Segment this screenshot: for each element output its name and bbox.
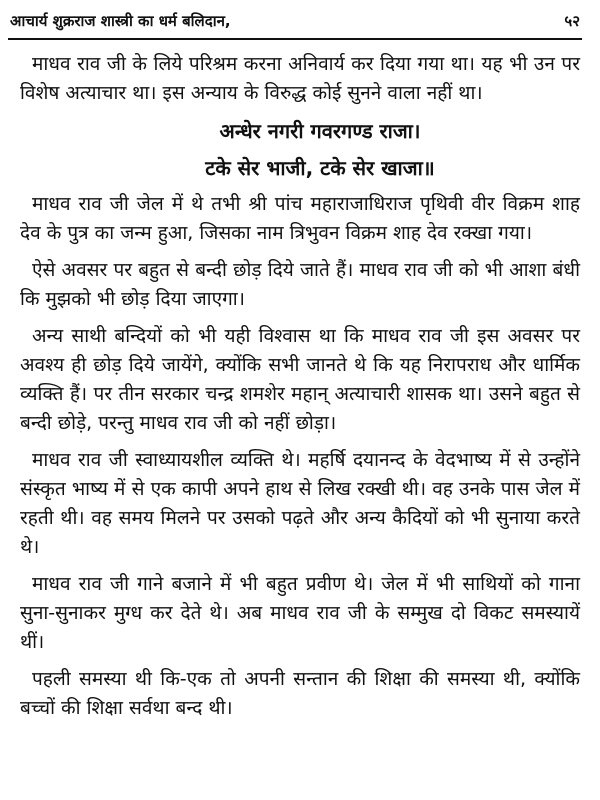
verse-line-1: अन्धेर नगरी गवरगण्ड राजा।	[219, 119, 421, 143]
paragraph-5: माधव राव जी स्वाध्यायशील व्यक्ति थे। महर्षि दयानन्द के वेदभाष्य में से उन्होंने संस्कृत भाष्य में से एक कापी अपने हाथ से लिख रक्खी थी। वह उनके पास जेल में रहती थी। वह समय मिलने पर उसको पढ़ते और अन्य कैदियों को भी सुनाया करते थे।	[20, 449, 580, 558]
verse-line-2: टके सेर भाजी, टके सेर खाजा॥	[205, 156, 435, 180]
paragraph-7: पहली समस्या थी कि-एक तो अपनी सन्तान की शिक्षा की समस्या थी, क्योंकि बच्चों की शिक्षा सर्वथा बन्द थी।	[20, 668, 580, 719]
running-header	[10, 6, 580, 36]
page-body	[20, 50, 580, 731]
header-title: आचार्य शुक्रराज शास्त्री का धर्म बलिदान,	[10, 12, 231, 30]
page-number: ५२	[564, 12, 580, 30]
paragraph-4: अन्य साथी बन्दियों को भी यही विश्वास था कि माधव राव जी इस अवसर पर अवश्य ही छोड़ दिये जायेंगे, क्योंकि सभी जानते थे कि यह निरापराध और धार्मिक व्यक्ति हैं। पर तीन सरकार चन्द्र शमशेर महान् अत्याचारी शासक था। उसने बहुत से बन्दी छोड़े, परन्तु माधव राव जी को नहीं छोड़ा।	[20, 325, 580, 434]
paragraph-3: ऐसे अवसर पर बहुत से बन्दी छोड़ दिये जाते हैं। माधव राव जी को भी आशा बंधी कि मुझको भी छोड़ दिया जाएगा।	[20, 259, 580, 310]
header-divider	[8, 38, 582, 40]
paragraph-6: माधव राव जी गाने बजाने में भी बहुत प्रवीण थे। जेल में भी साथियों को गाना सुना-सुनाकर मुग्ध कर देते थे। अब माधव राव जी के सम्मुख दो विकट समस्यायें थीं।	[20, 573, 580, 653]
paragraph-1: माधव राव जी के लिये परिश्रम करना अनिवार्य कर दिया गया था। यह भी उन पर विशेष अत्याचार था। इस अन्याय के विरुद्ध कोई सुनने वाला नहीं था।	[20, 53, 580, 104]
paragraph-2: माधव राव जी जेल में थे तभी श्री पांच महाराजाधिराज पृथिवी वीर विक्रम शाह देव के पुत्र का जन्म हुआ, जिसका नाम त्रिभुवन विक्रम शाह देव रक्खा गया।	[20, 193, 580, 244]
